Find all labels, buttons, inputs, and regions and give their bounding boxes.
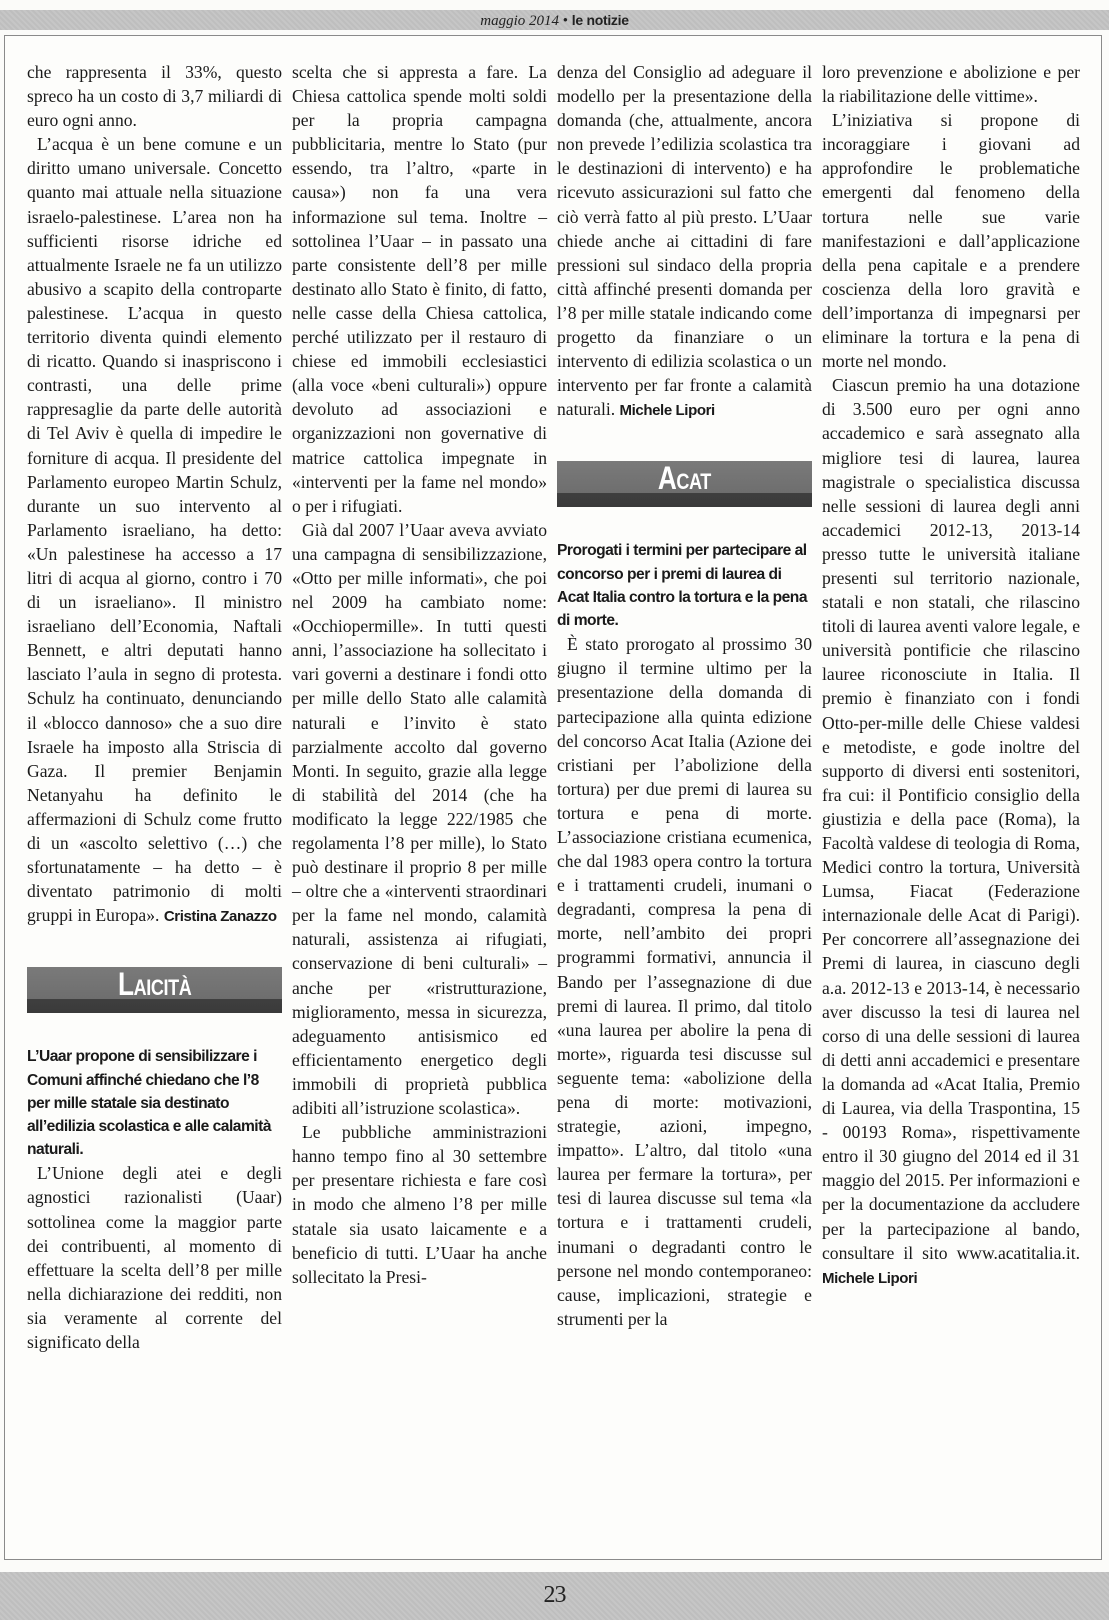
laicita-p1: L’Unione degli atei e degli agnostici razionalisti (Uaar) sottolinea come la maggior parte dei contribuenti, al momento di effettuare la scelta dell’8 per mille nella dichiarazione dei redditi, non sia veramente al corrente del significato della: [27, 1163, 282, 1353]
section-header-laicita: [27, 967, 282, 1013]
issue-date: maggio 2014: [480, 13, 560, 29]
header-separator: •: [562, 13, 569, 29]
running-head: [0, 11, 1109, 30]
section-header-acat: [557, 461, 812, 507]
laicita-p5: denza del Consiglio ad adeguare il modello per la presentazione della domanda (che, attualmente, ancora non prevede l’edilizia scolastica tra le destinazioni di intervento) e ha ricevuto assicurazioni sul fatto che ciò verrà fatto al più presto. L’Uaar chiede anche ai cittadini di fare pressioni sul sindaco della propria città affinché presenti domanda per l’8 per mille statale indicando come progetto da finanziare o un intervento di edilizia scolastica o un intervento per far fronte a calamità naturali. Michele Lipori: [557, 62, 812, 420]
section-title: Acat: [657, 461, 712, 497]
acat-p3: L’iniziativa si propone di incoraggiare i giovani ad approfondire le problematiche emergenti dal fenomeno della tortura nelle sue varie manifestazioni e dall’applicazione della pena capitale e a prendere coscienza della loro gravità e dell’importanza di impegnarsi per eliminare la tortura e la pena di morte nel mondo.: [822, 110, 1080, 372]
page-number: 23: [543, 1582, 566, 1608]
acat-p4: Ciascun premio ha una dotazione di 3.500 euro per ogni anno accademico e sarà assegnato alla migliore tesi di laurea, laurea magistrale o specialistica discussa nelle sessioni di laurea degli anni accademici 2012-13, 2013-14 presso tutte le università italiane presenti sul territorio nazionale, statali e non statali, che rilascino titoli di laurea aventi valore legale, e università pontificie che rilascino lauree riconosciute in Italia. Il premio è finanziato con i fondi Otto-per-mille delle Chiese valdesi e metodiste, e gode inoltre del supporto di diversi enti sostenitori, fra cui: il Pontificio consiglio della giustizia e della pace (Roma), la Facoltà valdese di teologia di Roma, Medici contro la tortura, Università Lumsa, Fiacat (Federazione internazionale delle Acat di Parigi). Per concorrere all’assegnazione dei Premi di laurea, in ciascuno degli a.a. 2012-13 e 2013-14, è necessario aver discusso la tesi di laurea nel corso di una delle sessioni di laurea di detti anni accademici e presentare la domanda ad «Acat Italia, Premio di Laurea, via della Traspontina, 15 - 00193 Roma», rispettivamente entro il 30 giugno del 2014 ed il 31 maggio del 2015. Per informazioni e per la documentazione da accludere per la partecipazione al bando, consultare il sito www.acatitalia.it. Michele Lipori: [822, 375, 1080, 1287]
column-3: [557, 60, 812, 1331]
laicita-p3: Già dal 2007 l’Uaar aveva avviato una campagna di sensibilizzazione, «Otto per mille informati», che poi nel 2009 ha cambiato nome: «Occhiopermille». In tutti questi anni, l’associazione ha sollecitato i vari governi a destinare i fondi otto per mille dello Stato alle calamità naturali e l’invito è stato parzialmente accolto dal governo Monti. In seguito, grazie alla legge di stabilità del 2014 (che ha modificato la legge 222/1985 che regolamenta l’8 per mille), lo Stato può destinare il proprio 8 per mille – oltre che a «interventi straordinari per la fame nel mondo, calamità naturali, assistenza ai rifugiati, conservazione di beni culturali» – anche per «ristrutturazione, miglioramento, messa in sicurezza, adeguamento antisismico ed efficientamento energetico degli immobili di proprietà pubblica adibiti all’istruzione scolastica».: [292, 519, 547, 1119]
column-4: [822, 60, 1080, 1291]
laicita-lede: L’Uaar propone di sensibilizzare i Comuni affinché chiedano che l’8 per mille statale sia destinato all’edilizia scolastica e alle calamità naturali.: [27, 1048, 272, 1159]
acat-p2: loro prevenzione e abolizione e per la riabilitazione delle vittime».: [822, 62, 1080, 107]
acat-lede: Prorogati i termini per partecipare al concorso per i premi di laurea di Acat Italia contro la tortura e la pena di morte.: [557, 542, 807, 630]
author-byline: Michele Lipori: [822, 1269, 918, 1287]
column-1: [27, 60, 282, 1354]
section-title: Laicità: [117, 967, 192, 1003]
water-article-p2: L’acqua è un bene comune e un diritto umano universale. Concetto quanto mai attuale nella situazione israelo-palestinese. L’area non ha sufficienti risorse idriche ed attualmente Israele ne fa un utilizzo abusivo a scapito della controparte palestinese. L’acqua in questo territorio diventa quindi elemento di ricatto. Quando si inaspriscono i contrasti, una delle prime rappresaglie da parte delle autorità di Tel Aviv è quella di impedire le forniture di acqua. Il presidente del Parlamento europeo Martin Schulz, durante un suo intervento al Parlamento israeliano, ha detto: «Un palestinese ha accesso a 17 litri di acqua al giorno, contro i 70 di un israeliano». Il ministro israeliano dell’Economia, Naftali Bennett, e altri deputati hanno lasciato l’aula in segno di protesta. Schulz ha continuato, denunciando il «blocco dannoso» che a suo dire Israele ha imposto alla Striscia di Gaza. Il premier Benjamin Netanyahu ha definito le affermazioni di Schulz come frutto di un «ascolto selettivo (…) che sfortunatamente – ha detto – è diventato patrimonio di molti gruppi in Europa». Cristina Zanazzo: [27, 134, 282, 926]
laicita-p2: scelta che si appresta a fare. La Chiesa cattolica spende molti soldi per la propria campagna pubblicitaria, mentre lo Stato (pur essendo, tra l’altro, «parte in causa») non fa una vera informazione sul tema. Inoltre – sottolinea l’Uaar – in passato una parte consistente dell’8 per mille destinato allo Stato è finito, di fatto, nelle casse della Chiesa cattolica, perché utilizzato per il restauro di chiese ed immobili ecclesiastici (alla voce «beni culturali») oppure devoluto ad associazioni e organizzazioni non governative di matrice cattolica impegnate in «interventi per la fame nel mondo» o per i rifugiati.: [292, 62, 547, 516]
running-header-band: [0, 10, 1109, 30]
footer-band: [0, 1572, 1109, 1620]
author-byline: Cristina Zanazzo: [163, 908, 277, 926]
author-byline: Michele Lipori: [619, 402, 715, 420]
acat-p1: È stato prorogato al prossimo 30 giugno il termine ultimo per la presentazione della domanda di partecipazione alla quinta edizione del concorso Acat Italia (Azione dei cristiani per l’abolizione della tortura) per due premi di laurea su tortura e pena di morte. L’associazione cristiana ecumenica, che dal 1983 opera contro la tortura e i trattamenti crudeli, inumani o degradanti, compresa la pena di morte, nell’ambito dei propri programmi formativi, annuncia il Bando per l’assegnazione di due premi di laurea. Il primo, dal titolo «una laurea per abolire la pena di morte», riguarda tesi discusse sul seguente tema: «abolizione della pena di morte: motivazioni, strategie, azioni, impegno, impatto». L’altro, dal titolo «una laurea per fermare la tortura», per tesi di laurea discusse sul tema «la tortura e i trattamenti crudeli, inumani o degradanti contro le persone nel mondo contemporaneo: cause, implicazioni, strategie e strumenti per la: [557, 634, 812, 1329]
magazine-name: le notizie: [571, 12, 629, 28]
water-article-p1: che rappresenta il 33%, questo spreco ha un costo di 3,7 miliardi di euro ogni anno.: [27, 62, 282, 131]
laicita-p4: Le pubbliche amministrazioni hanno tempo fino al 30 settembre per presentare richiesta e fare così in modo che almeno l’8 per mille statale sia usato laicamente e a beneficio di tutti. L’Uaar ha anche sollecitato la Presi-: [292, 1122, 547, 1287]
column-2: [292, 60, 547, 1289]
